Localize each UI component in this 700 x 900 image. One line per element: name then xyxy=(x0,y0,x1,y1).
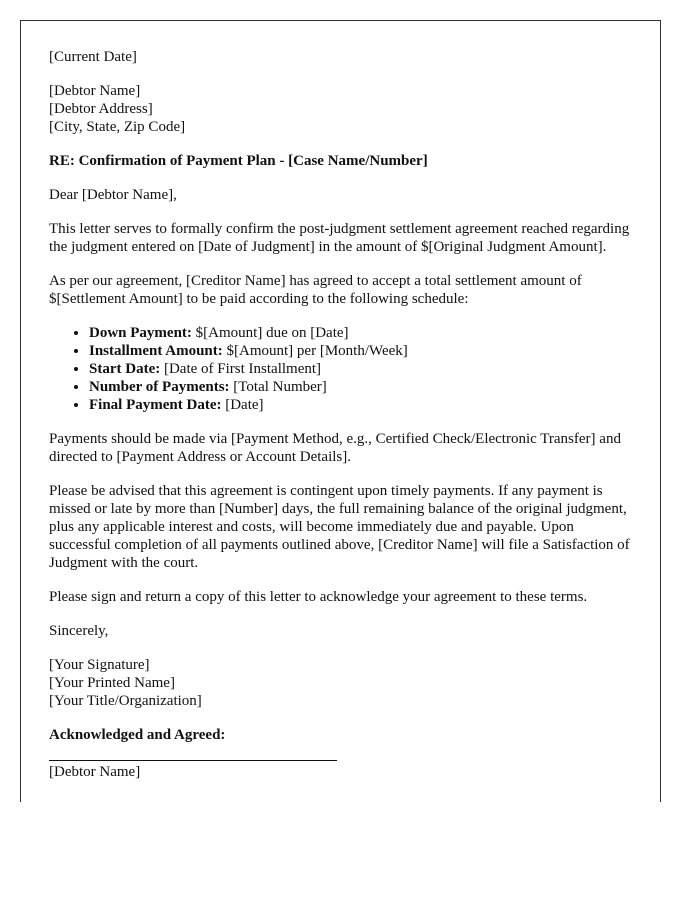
schedule-item-label: Down Payment: xyxy=(89,325,192,341)
sender-printed-name: [Your Printed Name] xyxy=(49,675,175,691)
schedule-item-final-payment-date xyxy=(89,396,633,414)
debtor-signature-line xyxy=(49,760,337,781)
letter-date: [Current Date] xyxy=(49,49,137,65)
recipient-block xyxy=(49,82,633,136)
payment-schedule-list xyxy=(49,324,633,414)
sender-title-organization: [Your Title/Organization] xyxy=(49,693,202,709)
schedule-item-installment-amount xyxy=(89,342,633,360)
schedule-item-start-date xyxy=(89,360,633,378)
schedule-item-label: Final Payment Date: xyxy=(89,397,222,413)
schedule-item-label: Installment Amount: xyxy=(89,343,223,359)
payment-method-paragraph: Payments should be made via [Payment Method, e.g., Certified Check/Electronic Transfer] and directed to [Payment Address or Account Details]. xyxy=(49,431,621,465)
schedule-item-value: [Date] xyxy=(221,397,264,413)
request-paragraph: Please sign and return a copy of this letter to acknowledge your agreement to these terms. xyxy=(49,589,588,605)
schedule-item-number-of-payments xyxy=(89,378,633,396)
letter-body xyxy=(21,21,660,781)
contingency-paragraph: Please be advised that this agreement is contingent upon timely payments. If any payment is missed or late by more than [Number] days, the full remaining balance of the original judgment, plus any applicable interest and costs, will become immediately due and payable. Upon successful completion of all payments outlined above, [Creditor Name] will file a Satisfaction of Judgment with the court. xyxy=(49,483,630,571)
schedule-item-label: Start Date: xyxy=(89,361,161,377)
acknowledgment-heading: Acknowledged and Agreed: xyxy=(49,727,226,743)
subject-line: RE: Confirmation of Payment Plan - [Case Name/Number] xyxy=(49,153,428,169)
recipient-city-state-zip: [City, State, Zip Code] xyxy=(49,119,186,135)
schedule-item-down-payment xyxy=(89,324,633,342)
intro-paragraph: This letter serves to formally confirm the post-judgment settlement agreement reached regarding the judgment entered on [Date of Judgment] in the amount of $[Original Judgment Amount]. xyxy=(49,221,630,255)
recipient-address: [Debtor Address] xyxy=(49,101,153,117)
recipient-name: [Debtor Name] xyxy=(49,83,141,99)
sender-signature: [Your Signature] xyxy=(49,657,150,673)
schedule-item-value: [Total Number] xyxy=(229,379,327,395)
closing: Sincerely, xyxy=(49,623,109,639)
schedule-item-value: $[Amount] per [Month/Week] xyxy=(222,343,408,359)
debtor-signer-name: [Debtor Name] xyxy=(49,764,141,780)
agreement-paragraph: As per our agreement, [Creditor Name] has agreed to accept a total settlement amount of $[Settlement Amount] to be paid according to the following schedule: xyxy=(49,273,582,307)
schedule-item-value: $[Amount] due on [Date] xyxy=(191,325,349,341)
schedule-item-label: Number of Payments: xyxy=(89,379,230,395)
sender-block xyxy=(49,656,633,710)
letter-frame xyxy=(20,20,661,802)
salutation: Dear [Debtor Name], xyxy=(49,187,177,203)
schedule-item-value: [Date of First Installment] xyxy=(160,361,322,377)
